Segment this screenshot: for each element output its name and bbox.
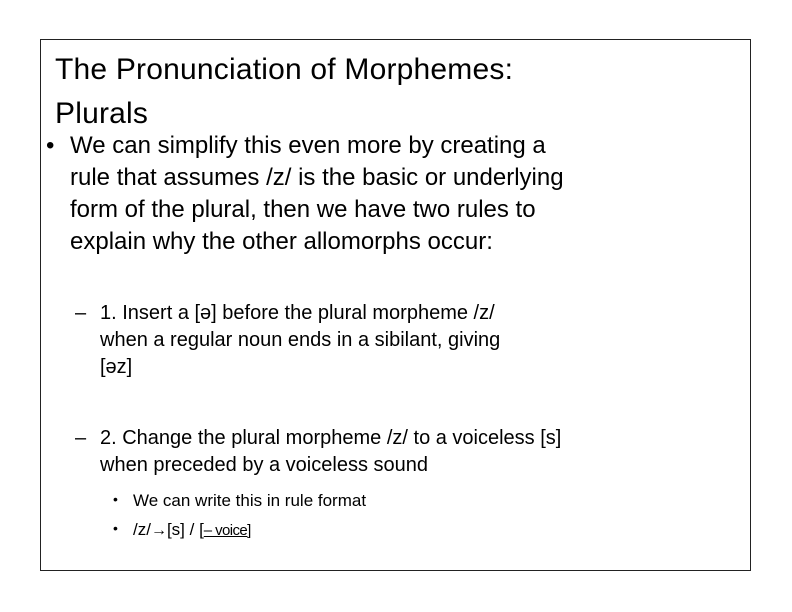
- title-line-2: Plurals: [55, 97, 149, 130]
- rule-output: [s] / [: [166, 520, 204, 539]
- small-bullet-marker: •: [113, 491, 118, 507]
- rule-1-line: [əz]: [100, 356, 133, 378]
- rule-environment: – voice]: [203, 522, 251, 539]
- note-rule-notation: [113, 518, 673, 541]
- rule-2-line: 2. Change the plural morpheme /z/ to a voiceless [s]: [100, 427, 562, 449]
- dash-marker: –: [75, 427, 87, 449]
- bullet-line: form of the plural, then we have two rules to: [70, 196, 536, 223]
- main-bullet: [46, 130, 676, 258]
- rule-2-item: [75, 425, 675, 479]
- small-bullet-marker: •: [113, 520, 118, 536]
- right-arrow-icon: →: [150, 522, 167, 539]
- page-title: [55, 48, 655, 136]
- note-text: We can write this in rule format: [133, 491, 367, 510]
- rule-1-item: [75, 300, 675, 381]
- title-line-1: The Pronunciation of Morphemes:: [55, 53, 514, 86]
- bullet-marker: •: [46, 132, 55, 159]
- rule-1-line: when a regular noun ends in a sibilant, giving: [100, 329, 501, 351]
- bullet-line: explain why the other allomorphs occur:: [70, 228, 493, 255]
- rule-1-line: 1. Insert a [ə] before the plural morpheme /z/: [100, 302, 495, 324]
- rule-2-line: when preceded by a voiceless sound: [100, 454, 428, 476]
- rule-input: /z/: [133, 520, 151, 539]
- note-rule-format: [113, 489, 673, 511]
- dash-marker: –: [75, 302, 87, 324]
- bullet-line: rule that assumes /z/ is the basic or underlying: [70, 164, 564, 191]
- bullet-line: We can simplify this even more by creating a: [70, 132, 546, 159]
